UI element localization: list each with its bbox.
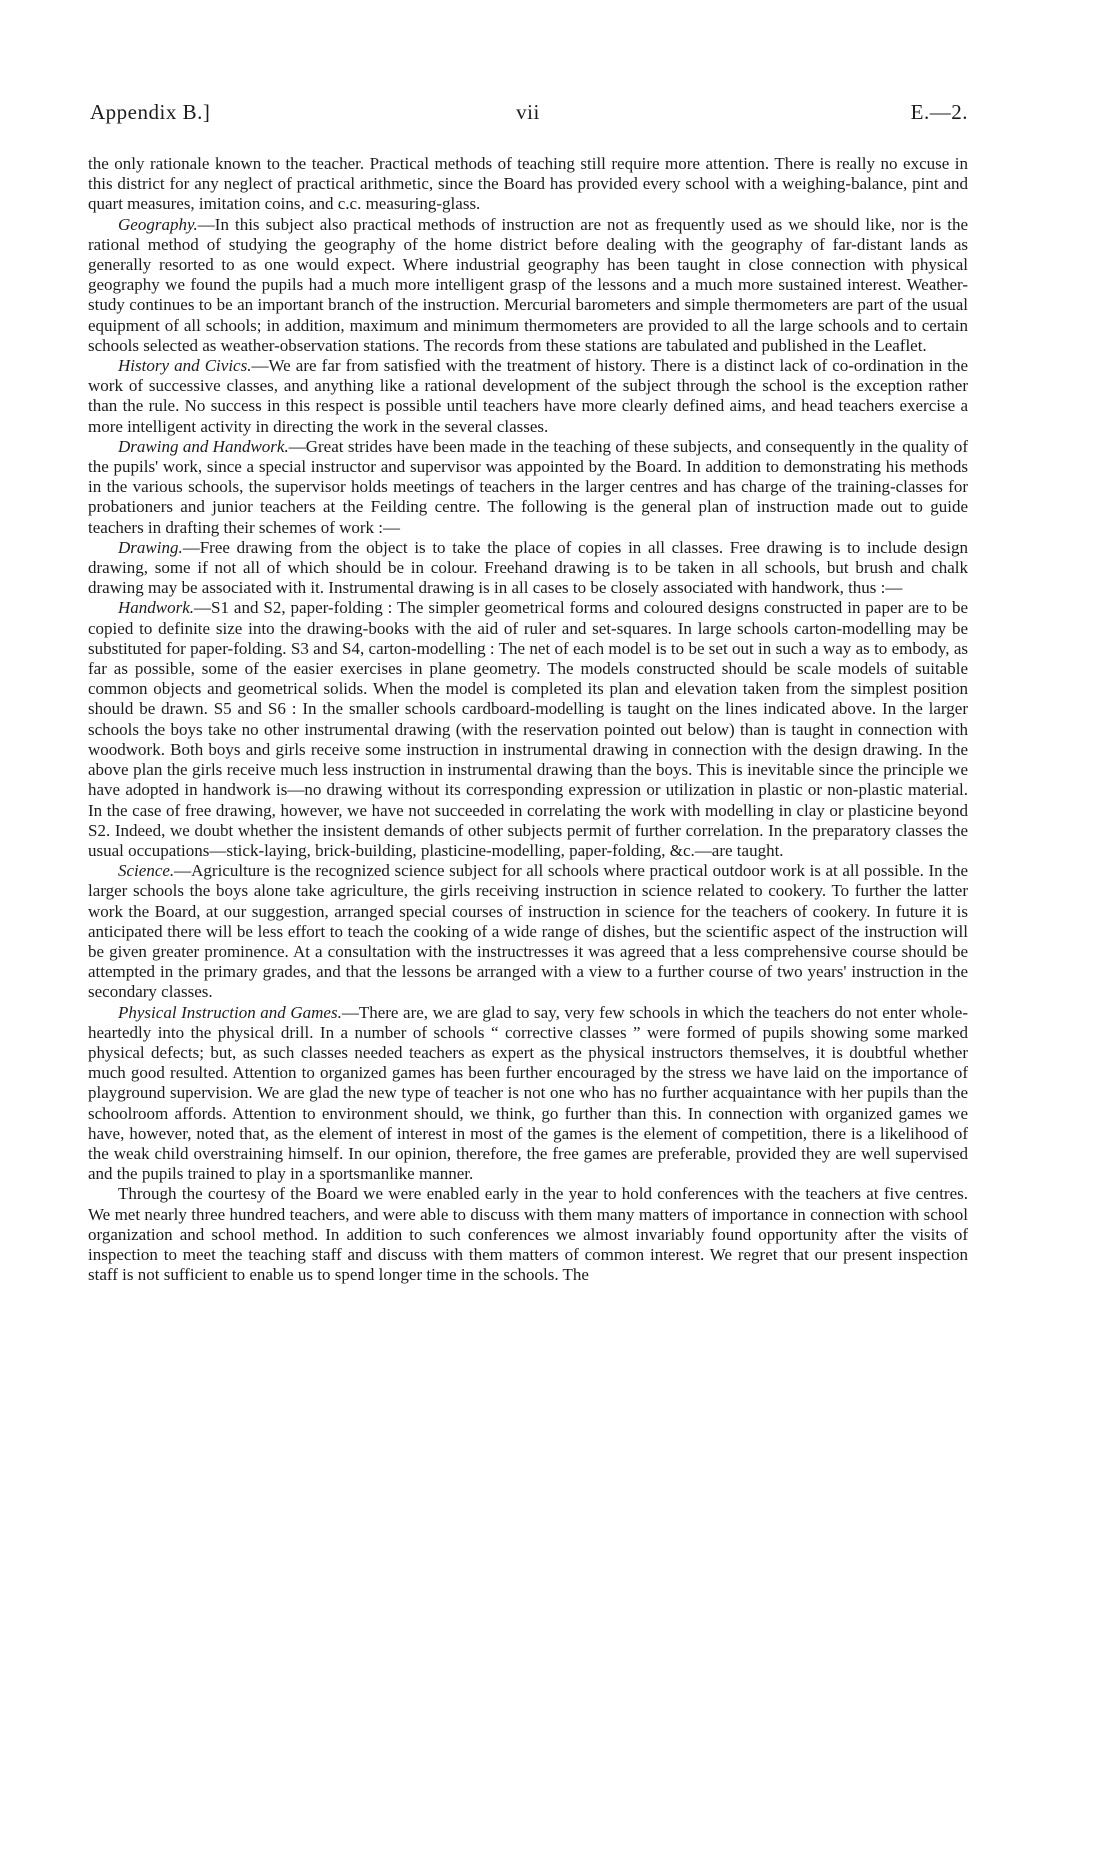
paragraph-heading: History and Civics. xyxy=(118,356,252,376)
paragraph-heading: Drawing. xyxy=(118,537,183,557)
paragraph-heading: Physical Instruction and Games. xyxy=(118,1002,342,1022)
paragraph-heading: Geography. xyxy=(118,214,198,234)
paragraph-text: —Great strides have been made in the teaching of these subjects, and consequently in the quality of the pupils' work, since a special instructor and supervisor was appointed by the Board. In addition to demonstrating his methods in the various schools, the supervisor holds meetings of teachers in the larger centres and has charge of the training-classes for probationers and junior teachers at the Feilding centre. The following is the general plan of instruction made out to guide teachers in drafting their schemes of work :— xyxy=(88,436,968,537)
paragraph-heading: Handwork. xyxy=(118,598,195,618)
running-head-left: Appendix B.] xyxy=(90,100,211,124)
paragraph-text: the only rationale known to the teacher. Practical methods of teaching still require more attention. There is really no excuse in this district for any neglect of practical arithmetic, since the Board has provided every school with a weighing-balance, pint and quart measures, imitation coins, and c.c. measuring-glass. xyxy=(88,154,968,214)
document-page xyxy=(88,100,968,1285)
paragraph-arithmetic-continued xyxy=(88,154,968,215)
paragraph-heading: Drawing and Handwork. xyxy=(118,436,289,456)
paragraph-text: —There are, we are glad to say, very few schools in which the teachers do not enter whole-heartedly into the physical drill. In a number of schools “ corrective classes ” were formed of pupils showing some marked physical defects; but, as such classes needed teachers as expert as the physical instructors themselves, it is doubtful whether much good resulted. Attention to organized games has been further encouraged by the stress we have laid on the importance of playground supervision. We are glad the new type of teacher is not one who has no further acquaintance with her pupils than the schoolroom affords. Attention to environment should, we think, go further than this. In connection with organized games we have, however, noted that, as the element of interest in most of the games is the element of competition, there is a likelihood of the weak child overstraining himself. In our opinion, therefore, the free games are preferable, provided they are well supervised and the pupils trained to play in a sportsmanlike manner. xyxy=(88,1002,968,1184)
paragraph-science xyxy=(88,861,968,1002)
paragraph-physical-instruction xyxy=(88,1003,968,1185)
paragraph-text: —We are far from satisfied with the treatment of history. There is a distinct lack of co-ordination in the work of successive classes, and anything like a rational development of the subject through the school is the exception rather than the rule. No success in this respect is possible until teachers have more clearly defined aims, and head teachers exercise a more intelligent activity in directing the work in the several classes. xyxy=(88,356,968,436)
document-code: E.—2. xyxy=(910,100,968,124)
paragraph-drawing-handwork xyxy=(88,437,968,538)
paragraph-heading: Science. xyxy=(118,861,175,881)
running-head xyxy=(88,100,968,134)
paragraph-text: —Agriculture is the recognized science subject for all schools where practical outdoor work is at all possible. In the larger schools the boys alone take agriculture, the girls receiving instruction in science related to cookery. To further the latter work the Board, at our suggestion, arranged special courses of instruction in science for the teachers of cookery. In future it is anticipated there will be less effort to teach the cooking of a wide range of dishes, but the scientific aspect of the instruction will be given greater prominence. At a consultation with the instructresses it was agreed that a less comprehensive course should be attempted in the primary grades, and that the lessons be arranged with a view to a further course of two years' instruction in the secondary classes. xyxy=(88,861,968,1002)
paragraph-geography xyxy=(88,215,968,356)
paragraph-history-civics xyxy=(88,356,968,437)
paragraph-text: —In this subject also practical methods of instruction are not as frequently used as we should like, nor is the rational method of studying the geography of the home district before dealing with the geography of far-distant lands as generally resorted to as one would expect. Where industrial geography has been taught in close connection with physical geography we found the pupils had a much more intelligent grasp of the lessons and a much more sustained interest. Weather-study continues to be an important branch of the instruction. Mercurial barometers and simple thermometers are part of the usual equipment of all schools; in addition, maximum and minimum thermometers are provided to all the large schools and to certain schools selected as weather-observation stations. The records from these stations are tabulated and published in the Leaflet. xyxy=(88,214,968,355)
page-number: vii xyxy=(516,100,540,124)
paragraph-handwork xyxy=(88,598,968,861)
paragraph-drawing xyxy=(88,538,968,599)
paragraph-text: Through the courtesy of the Board we were enabled early in the year to hold conferences with the teachers at five centres. We met nearly three hundred teachers, and were able to discuss with them many matters of importance in connection with school organization and school method. In addition to such conferences we almost invariably found opportunity after the visits of inspection to meet the teaching staff and discuss with them matters of common interest. We regret that our present inspection staff is not sufficient to enable us to spend longer time in the schools. The xyxy=(88,1184,968,1285)
paragraph-text: —Free drawing from the object is to take the place of copies in all classes. Free drawing is to include design drawing, some if not all of which should be in colour. Freehand drawing is to be taken in all schools, but brush and chalk drawing may be associated with it. Instrumental drawing is in all cases to be closely associated with handwork, thus :— xyxy=(88,537,968,598)
paragraph-conferences xyxy=(88,1184,968,1285)
paragraph-text: —S1 and S2, paper-folding : The simpler geometrical forms and coloured designs constructed in paper are to be copied to definite size into the drawing-books with the aid of ruler and set-squares. In large schools carton-modelling may be substituted for paper-folding. S3 and S4, carton-modelling : The net of each model is to be set out in such a way as to embody, as far as possible, some of the easier exercises in plane geometry. The models constructed should be scale models of suitable common objects and geometrical solids. When the model is completed its plan and elevation taken from the simplest position should be drawn. S5 and S6 : In the smaller schools cardboard-modelling is taught on the lines indicated above. In the larger schools the boys take no other instrumental drawing (with the reservation pointed out below) than is taught in connection with woodwork. Both boys and girls receive some instruction in instrumental drawing in connection with the design drawing. In the above plan the girls receive much less instruction in instrumental drawing than the boys. This is inevitable since the principle we have adopted in handwork is—no drawing without its corresponding expression or utilization in plastic or non-plastic material. In the case of free drawing, however, we have not succeeded in correlating the work with modelling in clay or plasticine beyond S2. Indeed, we doubt whether the insistent demands of other subjects permit of further correlation. In the preparatory classes the usual occupations—stick-laying, brick-building, plasticine-modelling, paper-folding, &c.—are taught. xyxy=(88,598,968,860)
body-text xyxy=(88,154,968,1285)
